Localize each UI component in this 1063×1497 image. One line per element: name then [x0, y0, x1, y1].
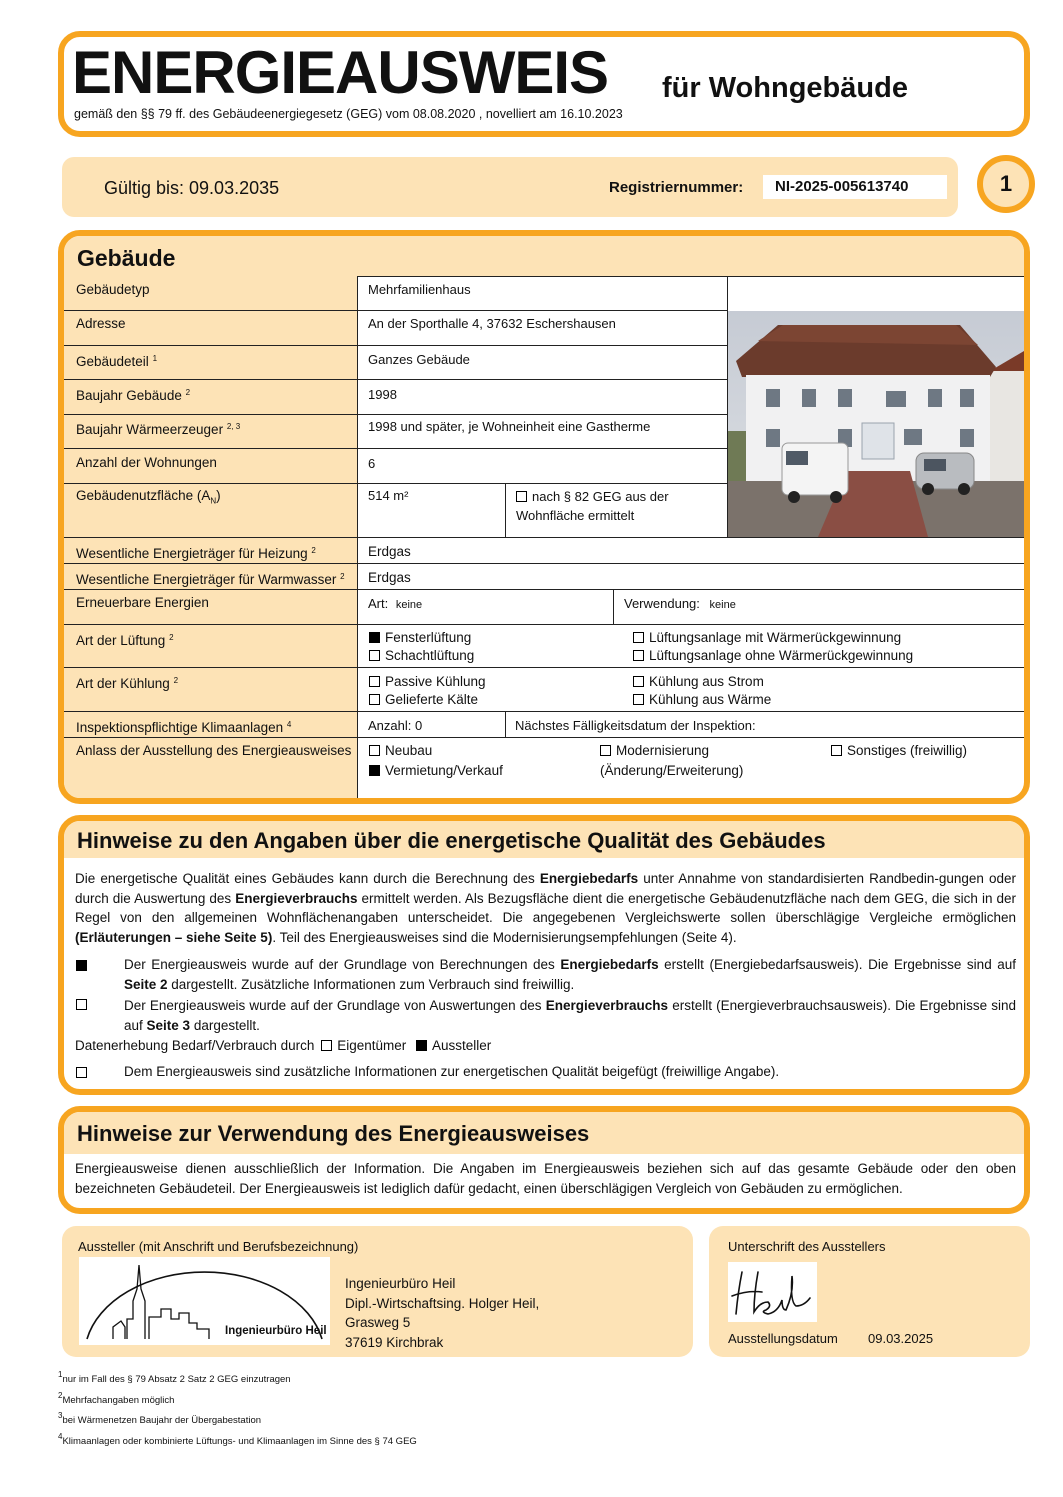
footnote: $^1$nur im Fall des § 79 Absatz 2 Satz 2 GEG einzutragen [58, 1370, 291, 1385]
quality-notes-intro: Die energetische Qualität eines Gebäudes kann durch die Berechnung des Energiebedarfs unter Annahme von standardisierten Randbedin-gungen oder durch die Auswertung des Energieverbrauchs ermittelt werden. Als Bezugsfläche dient die energetische Gebäudenutzfläche nach dem GEG, die sich in der Regel von den allgemeinen Wohnflächenangaben unterscheidet. Die angegebenen Vergleichswerte sollen überschlägige Vergleiche ermöglichen (Erläuterungen – siehe Seite 5). Teil des Energieausweises sind die Modernisierungsempfehlungen (Seite 4). [75, 871, 1017, 945]
usage-notes-heading: Hinweise zur Verwendung des Energieausweises [77, 1121, 590, 1146]
issuer-label: Aussteller (mit Anschrift und Berufsbezeichnung) [78, 1239, 359, 1254]
label-usable-area: Gebäudenutzfläche $(A_N)$ [76, 488, 221, 506]
registration-label: Registriernummer: [609, 179, 744, 196]
collection-issuer-checkbox[interactable] [416, 1040, 427, 1051]
ventilation-with-recovery: Lüftungsanlage mit Wärmerückgewinnung [633, 629, 901, 646]
value-water-carrier: Erdgas [368, 570, 411, 585]
page-number: 1 [999, 171, 1013, 196]
cooling-heat-checkbox[interactable] [633, 694, 644, 705]
value-address: An der Sporthalle 4, 37632 Eschershausen [368, 316, 616, 331]
consumption-certificate-checkbox[interactable] [76, 999, 87, 1010]
demand-certificate-text: Der Energieausweis wurde auf der Grundlage von Berechnungen des Energiebedarfs erstellt (Energiebedarfsausweis). Die Ergebnisse sind auf Seite 2 dargestellt. Zusätzliche Informationen zum Verbrauch sind freiwillig. [124, 957, 1017, 992]
registration-number: NI-2025-005613740 [763, 175, 947, 199]
consumption-certificate-text: Der Energieausweis wurde auf der Grundlage von Auswertungen des Energieverbrauchs erstellt (Energieverbrauchsausweis). Die Ergebnisse sind auf Seite 3 dargestellt. [124, 998, 1017, 1033]
label-heating-carrier: Wesentliche Energieträger für Heizung $^2$ [76, 546, 316, 561]
area-option-checkbox[interactable] [516, 491, 527, 502]
ventilation-shaft-checkbox[interactable] [369, 650, 380, 661]
value-heating-carrier: Erdgas [368, 544, 411, 559]
extra-info-checkbox[interactable] [76, 1067, 87, 1078]
label-water-carrier: Wesentliche Energieträger für Warmwasser $^2$ [76, 572, 345, 587]
cooling-electric: Kühlung aus Strom [633, 673, 764, 690]
usage-notes-text: Energieausweise dienen ausschließlich der Information. Die Angaben im Energieausweis beziehen sich auf das gesamte Gebäude oder den oben bezeichneten Gebäudeteil. Der Energieausweis ist lediglich dafür gedacht, einen überschlägigen Vergleich von Gebäuden zu ermöglichen. [75, 1161, 1016, 1196]
issuer-logo-text: Ingenieurbüro Heil [225, 1325, 327, 1337]
legal-basis: gemäß den §§ 79 ff. des Gebäudeenergiegesetz (GEG) vom 08.08.2020 , novelliert am 16.10.2023 [74, 107, 623, 121]
footnote: $^3$bei Wärmenetzen Baujahr der Übergabestation [58, 1411, 262, 1426]
reason-modernisation-note: (Änderung/Erweiterung) [600, 763, 744, 778]
renewable-type: Art: keine [368, 596, 423, 611]
valid-until: Gültig bis: 09.03.2035 [104, 178, 280, 198]
document-title: ENERGIEAUSWEIS [72, 39, 609, 106]
area-option: nach § 82 GEG aus der Wohnfläche ermittelt [516, 489, 669, 523]
extra-info-text: Dem Energieausweis sind zusätzliche Informationen zur energetischen Qualität beigefügt (freiwillige Angabe). [124, 1064, 780, 1079]
label-construction-year: Baujahr Gebäude $^2$ [76, 388, 191, 403]
ventilation-window: Fensterlüftung [369, 629, 471, 646]
issuer-address: Ingenieurbüro Heil Dipl.-Wirtschaftsing. Holger Heil, Grasweg 5 37619 Kirchbrak [345, 1276, 540, 1350]
label-issue-reason: Anlass der Ausstellung des Energieausweises [76, 743, 352, 758]
ventilation-window-checkbox[interactable] [369, 632, 380, 643]
cooling-delivered: Gelieferte Kälte [369, 691, 478, 708]
issuer-logo [79, 1257, 330, 1345]
value-units: 6 [368, 456, 376, 471]
reason-modernisation-checkbox[interactable] [600, 745, 611, 756]
cooling-delivered-checkbox[interactable] [369, 694, 380, 705]
reason-rental-sale-checkbox[interactable] [369, 765, 380, 776]
building-heading: Gebäude [77, 245, 176, 271]
cooling-passive: Passive Kühlung [369, 673, 486, 690]
ventilation-with-recovery-checkbox[interactable] [633, 632, 644, 643]
footnote: $^2$Mehrfachangaben möglich [58, 1390, 175, 1406]
cooling-passive-checkbox[interactable] [369, 676, 380, 687]
label-address: Adresse [76, 316, 126, 331]
document-subtitle: für Wohngebäude [662, 72, 908, 104]
ventilation-shaft: Schachtlüftung [369, 647, 474, 664]
value-construction-year: 1998 [368, 387, 397, 402]
collection-owner-checkbox[interactable] [321, 1040, 332, 1051]
reason-modernisation: Modernisierung [600, 742, 709, 759]
cooling-electric-checkbox[interactable] [633, 676, 644, 687]
value-usable-area: 514 m² [368, 488, 409, 503]
ac-next-inspection: Nächstes Fälligkeitsdatum der Inspektion: [515, 718, 756, 733]
label-ventilation: Art der Lüftung $^2$ [76, 633, 174, 648]
signature-label: Unterschrift des Ausstellers [728, 1239, 886, 1254]
footnotes [58, 1367, 417, 1449]
issue-date-label: Ausstellungsdatum [728, 1331, 838, 1346]
renewable-use: Verwendung: keine [624, 596, 736, 611]
reason-new-build: Neubau [369, 742, 432, 759]
cooling-heat: Kühlung aus Wärme [633, 691, 771, 708]
label-units: Anzahl der Wohnungen [76, 455, 217, 470]
data-collection: Datenerhebung Bedarf/Verbrauch durch Eigentümer Aussteller [75, 1038, 492, 1053]
ventilation-without-recovery: Lüftungsanlage ohne Wärmerückgewinnung [633, 647, 913, 664]
value-building-type: Mehrfamilienhaus [368, 282, 471, 297]
label-heater-year: Baujahr Wärmeerzeuger $^{2, 3}$ [76, 422, 241, 437]
reason-other: Sonstiges (freiwillig) [831, 742, 967, 759]
building-header-bg [64, 236, 1024, 276]
label-renewables: Erneuerbare Energien [76, 595, 209, 610]
reason-new-build-checkbox[interactable] [369, 745, 380, 756]
demand-certificate-checkbox[interactable] [76, 960, 87, 971]
label-building-type: Gebäudetyp [76, 282, 150, 297]
issue-date-value: 09.03.2025 [868, 1331, 934, 1346]
label-building-part: Gebäudeteil $^1$ [76, 354, 158, 369]
label-air-conditioning: Inspektionspflichtige Klimaanlagen $^4$ [76, 720, 292, 735]
reason-rental-sale: Vermietung/Verkauf [369, 762, 503, 779]
ac-count: Anzahl: 0 [368, 718, 423, 733]
value-building-part: Ganzes Gebäude [368, 352, 470, 367]
page-number-badge [977, 155, 1035, 213]
reason-other-checkbox[interactable] [831, 745, 842, 756]
footnote: $^4$Klimaanlagen oder kombinierte Lüftungs- und Klimaanlagen im Sinne des § 74 GEG [58, 1431, 417, 1447]
quality-notes-heading: Hinweise zu den Angaben über die energetische Qualität des Gebäudes [77, 828, 826, 853]
ventilation-without-recovery-checkbox[interactable] [633, 650, 644, 661]
building-photo [728, 311, 1024, 537]
label-cooling: Art der Kühlung $^2$ [76, 676, 179, 691]
signature-image [728, 1262, 817, 1322]
value-heater-year: 1998 und später, je Wohneinheit eine Gastherme [368, 419, 651, 434]
